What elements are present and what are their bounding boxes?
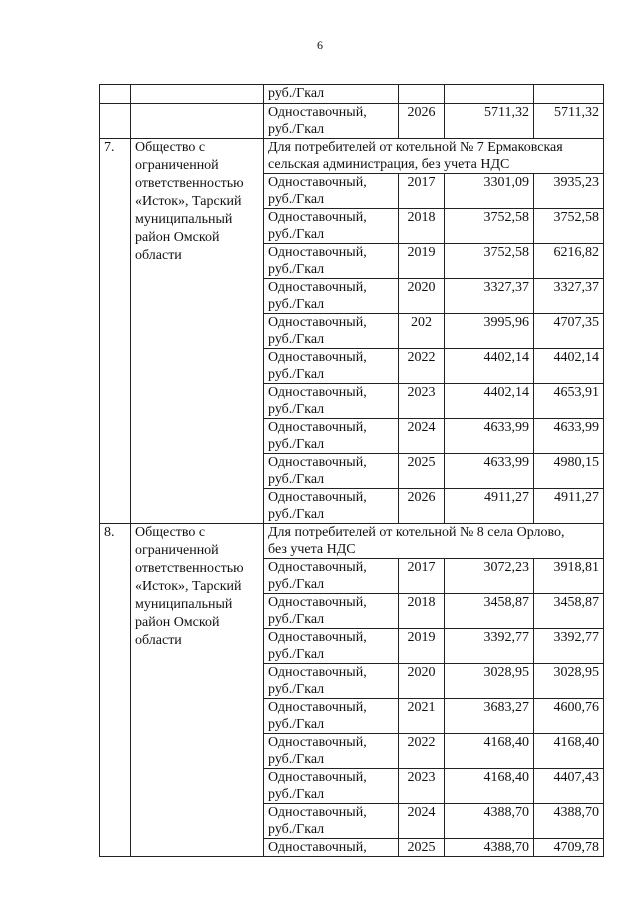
tariff-type-line: Одноставочный,	[268, 245, 367, 260]
tariff-type-cell	[264, 629, 399, 664]
tariff-type-cell	[264, 104, 399, 139]
tariff-type-line: Одноставочный,	[268, 385, 367, 400]
year-cell: 2017	[399, 174, 445, 209]
tariff-type-cell	[264, 699, 399, 734]
value-cell: 3683,27	[445, 699, 534, 734]
tariff-type-cell	[264, 839, 399, 857]
tariff-type-cell	[264, 559, 399, 594]
tariff-unit-line: руб./Гкал	[268, 682, 325, 697]
table-row	[100, 85, 604, 104]
value-cell: 3392,77	[445, 629, 534, 664]
section-number	[100, 524, 131, 857]
tariff-unit-line: руб./Гкал	[268, 262, 325, 277]
tariff-unit-line: руб./Гкал	[268, 717, 325, 732]
tariff-unit-line: руб./Гкал	[268, 367, 325, 382]
value-cell	[445, 85, 534, 104]
tariff-unit-line: руб./Гкал	[268, 822, 325, 837]
tariff-unit-line: руб./Гкал	[268, 752, 325, 767]
year-cell: 2025	[399, 454, 445, 489]
year-cell: 2022	[399, 734, 445, 769]
tariff-type-line: Одноставочный,	[268, 105, 367, 120]
value-cell: 4911,27	[534, 489, 604, 524]
value-cell: 4168,40	[445, 734, 534, 769]
section-header-row	[100, 139, 604, 174]
year-cell: 2024	[399, 419, 445, 454]
value-cell: 3752,58	[445, 244, 534, 279]
year-cell: 2018	[399, 209, 445, 244]
tariff-unit-line: руб./Гкал	[268, 332, 325, 347]
boiler-header-line: Для потребителей от котельной № 8 села Орлово,	[268, 525, 565, 540]
value-cell: 4633,99	[534, 419, 604, 454]
value-cell: 4911,27	[445, 489, 534, 524]
value-cell: 3995,96	[445, 314, 534, 349]
tariff-table	[99, 84, 604, 857]
tariff-type-line: Одноставочный,	[268, 805, 367, 820]
organization-line: ограниченной	[135, 543, 219, 558]
value-cell: 3028,95	[445, 664, 534, 699]
organization-line: Общество с	[135, 525, 206, 540]
value-cell: 4402,14	[445, 349, 534, 384]
value-cell	[534, 85, 604, 104]
number-cell	[100, 85, 131, 104]
tariff-type-cell	[264, 244, 399, 279]
organization-line: области	[135, 633, 182, 648]
value-cell: 3752,58	[445, 209, 534, 244]
boiler-header-line: Для потребителей от котельной № 7 Ермаковская	[268, 140, 563, 155]
year-cell: 202	[399, 314, 445, 349]
tariff-type-line: Одноставочный,	[268, 455, 367, 470]
value-cell: 4168,40	[534, 734, 604, 769]
tariff-type-line: Одноставочный,	[268, 420, 367, 435]
organization-line: муниципальный	[135, 597, 233, 612]
tariff-type-cell	[264, 384, 399, 419]
value-cell: 5711,32	[445, 104, 534, 139]
tariff-unit-line: руб./Гкал	[268, 86, 325, 101]
year-cell: 2018	[399, 594, 445, 629]
year-cell: 2021	[399, 699, 445, 734]
tariff-type-line: Одноставочный,	[268, 595, 367, 610]
tariff-unit-line: руб./Гкал	[268, 437, 325, 452]
tariff-unit-line: руб./Гкал	[268, 577, 325, 592]
tariff-type-cell	[264, 454, 399, 489]
organization-line: муниципальный	[135, 212, 233, 227]
section-header-row	[100, 524, 604, 559]
tariff-type-line: Одноставочный,	[268, 560, 367, 575]
boiler-header	[264, 139, 604, 174]
tariff-type-line: Одноставочный,	[268, 770, 367, 785]
tariff-unit-line: руб./Гкал	[268, 192, 325, 207]
tariff-unit-line: руб./Гкал	[268, 402, 325, 417]
tariff-type-cell	[264, 594, 399, 629]
tariff-unit-line: руб./Гкал	[268, 647, 325, 662]
organization-cell	[131, 139, 264, 524]
tariff-type-line: Одноставочный,	[268, 175, 367, 190]
value-cell: 5711,32	[534, 104, 604, 139]
organization-line: район Омской	[135, 230, 220, 245]
value-cell: 4388,70	[445, 804, 534, 839]
tariff-type-cell	[264, 419, 399, 454]
year-cell: 2023	[399, 384, 445, 419]
tariff-type-line: Одноставочный,	[268, 315, 367, 330]
tariff-unit-line: руб./Гкал	[268, 297, 325, 312]
boiler-header	[264, 524, 604, 559]
year-cell	[399, 85, 445, 104]
tariff-type-cell	[264, 314, 399, 349]
organization-cell	[131, 85, 264, 104]
year-cell: 2026	[399, 104, 445, 139]
value-cell: 4168,40	[445, 769, 534, 804]
year-cell: 2020	[399, 279, 445, 314]
value-cell: 3392,77	[534, 629, 604, 664]
tariff-type-cell	[264, 174, 399, 209]
value-cell: 4407,43	[534, 769, 604, 804]
tariff-unit-line: руб./Гкал	[268, 507, 325, 522]
tariff-type-line: Одноставочный,	[268, 210, 367, 225]
value-cell: 3752,58	[534, 209, 604, 244]
tariff-type-cell	[264, 279, 399, 314]
value-cell: 3327,37	[445, 279, 534, 314]
year-cell: 2026	[399, 489, 445, 524]
organization-line: «Исток», Тарский	[135, 579, 242, 594]
tariff-unit-line: руб./Гкал	[268, 612, 325, 627]
organization-line: Общество с	[135, 140, 206, 155]
organization-line: ответственностью	[135, 561, 244, 576]
tariff-type-line: Одноставочный,	[268, 630, 367, 645]
organization-cell	[131, 524, 264, 857]
value-cell: 3458,87	[534, 594, 604, 629]
value-cell: 4402,14	[445, 384, 534, 419]
value-cell: 6216,82	[534, 244, 604, 279]
tariff-unit-line: руб./Гкал	[268, 472, 325, 487]
organization-line: ответственностью	[135, 176, 244, 191]
boiler-header-line: сельская администрация, без учета НДС	[268, 157, 510, 172]
value-cell: 4980,15	[534, 454, 604, 489]
year-cell: 2020	[399, 664, 445, 699]
value-cell: 4709,78	[534, 839, 604, 857]
tariff-type-line: Одноставочный,	[268, 700, 367, 715]
organization-line: район Омской	[135, 615, 220, 630]
year-cell: 2024	[399, 804, 445, 839]
year-cell: 2023	[399, 769, 445, 804]
section-number-text: 8.	[104, 525, 115, 540]
value-cell: 4633,99	[445, 419, 534, 454]
table-row	[100, 104, 604, 139]
value-cell: 3327,37	[534, 279, 604, 314]
tariff-type-cell	[264, 664, 399, 699]
tariff-type-cell	[264, 209, 399, 244]
value-cell: 4633,99	[445, 454, 534, 489]
organization-cell	[131, 104, 264, 139]
value-cell: 3301,09	[445, 174, 534, 209]
tariff-type-cell	[264, 734, 399, 769]
value-cell: 3935,23	[534, 174, 604, 209]
value-cell: 4388,70	[445, 839, 534, 857]
tariff-type-cell	[264, 769, 399, 804]
value-cell: 3918,81	[534, 559, 604, 594]
section-number-text: 7.	[104, 140, 115, 155]
year-cell: 2019	[399, 244, 445, 279]
organization-line: ограниченной	[135, 158, 219, 173]
value-cell: 4402,14	[534, 349, 604, 384]
tariff-type-cell	[264, 349, 399, 384]
boiler-header-line: без учета НДС	[268, 542, 356, 557]
value-cell: 4707,35	[534, 314, 604, 349]
tariff-type-cell	[264, 804, 399, 839]
value-cell: 4600,76	[534, 699, 604, 734]
tariff-unit-line: руб./Гкал	[268, 122, 325, 137]
value-cell: 3028,95	[534, 664, 604, 699]
value-cell: 3072,23	[445, 559, 534, 594]
year-cell: 2017	[399, 559, 445, 594]
page-number: 6	[317, 38, 323, 52]
tariff-type-line: Одноставочный,	[268, 665, 367, 680]
tariff-type-cell	[264, 85, 399, 104]
organization-line: области	[135, 248, 182, 263]
year-cell: 2025	[399, 839, 445, 857]
tariff-unit-line: руб./Гкал	[268, 787, 325, 802]
tariff-type-cell	[264, 489, 399, 524]
tariff-unit-line: руб./Гкал	[268, 227, 325, 242]
organization-line: «Исток», Тарский	[135, 194, 242, 209]
value-cell: 4653,91	[534, 384, 604, 419]
number-cell	[100, 104, 131, 139]
year-cell: 2019	[399, 629, 445, 664]
tariff-type-line: Одноставочный,	[268, 840, 367, 855]
value-cell: 4388,70	[534, 804, 604, 839]
year-cell: 2022	[399, 349, 445, 384]
tariff-type-line: Одноставочный,	[268, 280, 367, 295]
section-number	[100, 139, 131, 524]
tariff-type-line: Одноставочный,	[268, 490, 367, 505]
tariff-type-line: Одноставочный,	[268, 735, 367, 750]
value-cell: 3458,87	[445, 594, 534, 629]
tariff-type-line: Одноставочный,	[268, 350, 367, 365]
